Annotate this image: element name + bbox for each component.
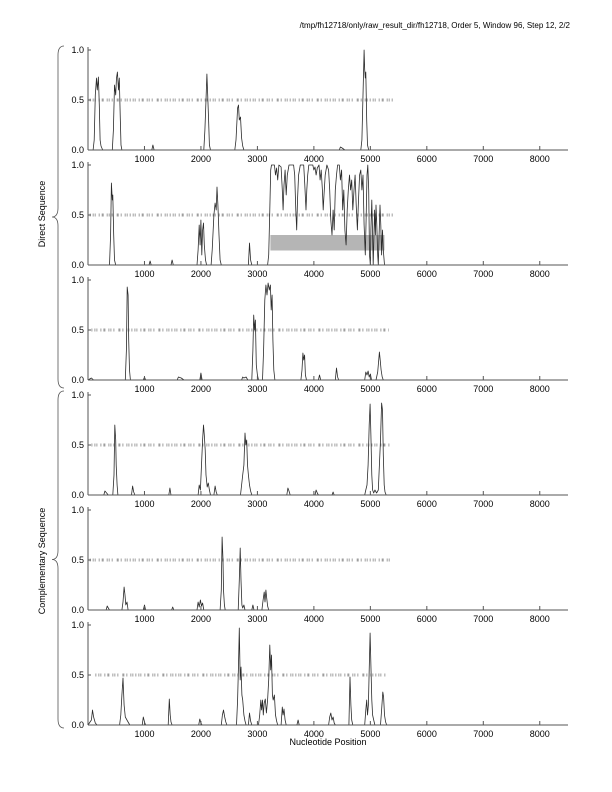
direct-sequence-brace bbox=[52, 46, 64, 388]
x-tick-label: 4000 bbox=[303, 729, 324, 739]
x-tick-label: 3000 bbox=[247, 269, 268, 279]
x-tick-label: 1000 bbox=[134, 729, 155, 739]
x-tick-label: 4000 bbox=[303, 384, 324, 394]
x-tick-label: 7000 bbox=[473, 614, 494, 624]
x-tick-label: 6000 bbox=[416, 269, 437, 279]
y-tick-label: 0.0 bbox=[71, 490, 84, 500]
x-tick-label: 7000 bbox=[473, 154, 494, 164]
x-tick-label: 3000 bbox=[247, 729, 268, 739]
x-tick-label: 7000 bbox=[473, 729, 494, 739]
complementary-frame-3-curve bbox=[88, 628, 568, 725]
y-tick-label: 0.5 bbox=[71, 325, 84, 335]
x-tick-label: 5000 bbox=[360, 729, 381, 739]
x-tick-label: 2000 bbox=[190, 269, 211, 279]
x-tick-label: 4000 bbox=[303, 269, 324, 279]
x-axis-label: Nucleotide Position bbox=[289, 737, 367, 747]
x-tick-label: 4000 bbox=[303, 154, 324, 164]
x-tick-label: 6000 bbox=[416, 499, 437, 509]
x-tick-label: 7000 bbox=[473, 269, 494, 279]
x-tick-label: 5000 bbox=[360, 154, 381, 164]
x-tick-label: 5000 bbox=[360, 269, 381, 279]
x-tick-label: 6000 bbox=[416, 384, 437, 394]
y-tick-label: 0.5 bbox=[71, 670, 84, 680]
y-tick-label: 1.0 bbox=[71, 390, 84, 400]
y-tick-label: 0.5 bbox=[71, 210, 84, 220]
x-tick-label: 3000 bbox=[247, 384, 268, 394]
x-tick-label: 1000 bbox=[134, 384, 155, 394]
y-tick-label: 0.5 bbox=[71, 555, 84, 565]
y-tick-label: 0.0 bbox=[71, 720, 84, 730]
x-tick-label: 2000 bbox=[190, 154, 211, 164]
x-tick-label: 1000 bbox=[134, 154, 155, 164]
x-tick-label: 6000 bbox=[416, 729, 437, 739]
x-tick-label: 8000 bbox=[529, 729, 550, 739]
x-tick-label: 5000 bbox=[360, 614, 381, 624]
x-tick-label: 8000 bbox=[529, 154, 550, 164]
y-tick-label: 0.0 bbox=[71, 605, 84, 615]
y-tick-label: 0.0 bbox=[71, 145, 84, 155]
x-tick-label: 3000 bbox=[247, 154, 268, 164]
x-tick-label: 2000 bbox=[190, 499, 211, 509]
x-tick-label: 8000 bbox=[529, 499, 550, 509]
x-tick-label: 6000 bbox=[416, 614, 437, 624]
direct-sequence-label: Direct Sequence bbox=[37, 180, 47, 248]
y-tick-label: 1.0 bbox=[71, 275, 84, 285]
complementary-sequence-label: Complementary Sequence bbox=[37, 507, 47, 615]
y-tick-label: 0.5 bbox=[71, 440, 84, 450]
x-tick-label: 1000 bbox=[134, 269, 155, 279]
plot-title: /tmp/fh12718/only/raw_result_dir/fh12718, Order 5, Window 96, Step 12, 2/2 bbox=[299, 21, 570, 30]
x-tick-label: 8000 bbox=[529, 269, 550, 279]
complementary-frame-1-curve bbox=[88, 403, 568, 495]
y-tick-label: 0.0 bbox=[71, 260, 84, 270]
x-tick-label: 1000 bbox=[134, 499, 155, 509]
y-tick-label: 1.0 bbox=[71, 160, 84, 170]
x-tick-label: 2000 bbox=[190, 614, 211, 624]
complementary-sequence-brace bbox=[52, 391, 64, 728]
x-tick-label: 7000 bbox=[473, 499, 494, 509]
y-tick-label: 0.5 bbox=[71, 95, 84, 105]
x-tick-label: 4000 bbox=[303, 499, 324, 509]
x-tick-label: 5000 bbox=[360, 384, 381, 394]
x-tick-label: 1000 bbox=[134, 614, 155, 624]
y-tick-label: 1.0 bbox=[71, 45, 84, 55]
x-tick-label: 3000 bbox=[247, 499, 268, 509]
x-tick-label: 8000 bbox=[529, 384, 550, 394]
complementary-frame-2-curve bbox=[88, 537, 568, 610]
predicted-region-bar bbox=[270, 235, 384, 251]
y-tick-label: 1.0 bbox=[71, 505, 84, 515]
x-tick-label: 7000 bbox=[473, 384, 494, 394]
x-tick-label: 4000 bbox=[303, 614, 324, 624]
x-tick-label: 2000 bbox=[190, 384, 211, 394]
x-tick-label: 6000 bbox=[416, 154, 437, 164]
x-tick-label: 5000 bbox=[360, 499, 381, 509]
x-tick-label: 8000 bbox=[529, 614, 550, 624]
y-tick-label: 1.0 bbox=[71, 620, 84, 630]
direct-frame-1-curve bbox=[88, 50, 568, 150]
x-tick-label: 3000 bbox=[247, 614, 268, 624]
x-tick-label: 2000 bbox=[190, 729, 211, 739]
y-tick-label: 0.0 bbox=[71, 375, 84, 385]
